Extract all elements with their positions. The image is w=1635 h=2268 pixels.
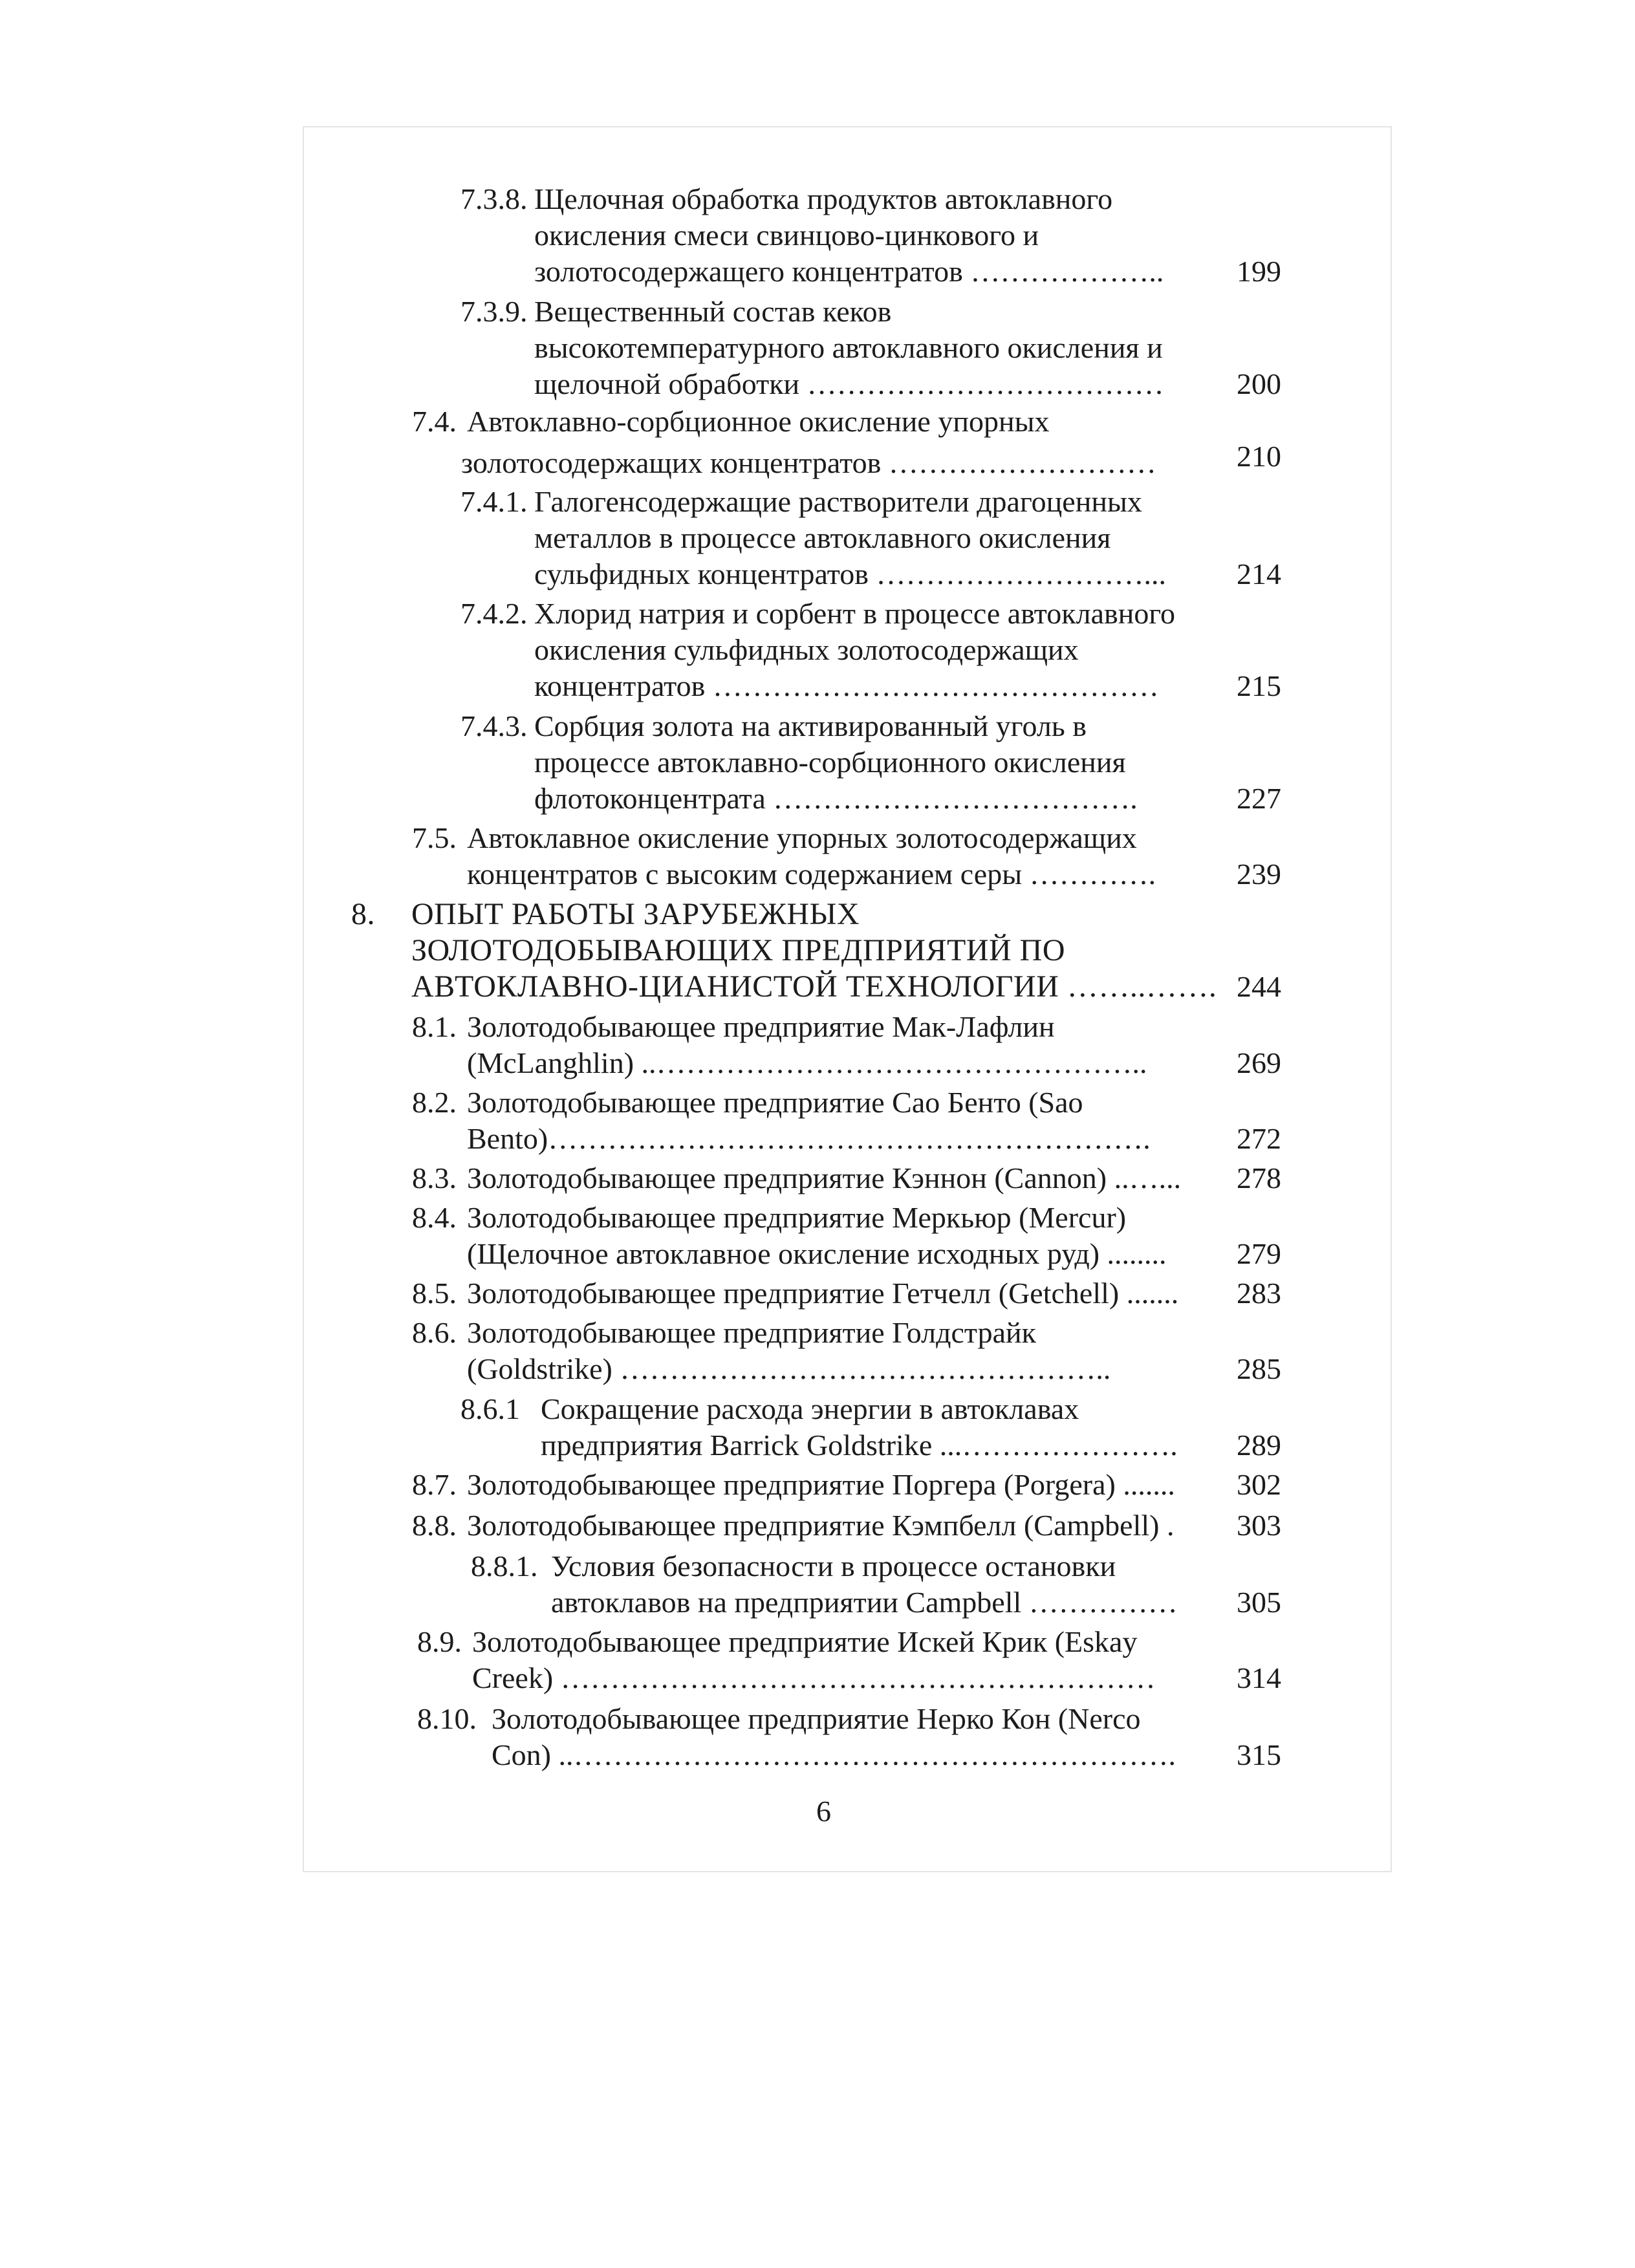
toc-entry-title-line: Сорбция золота на активированный уголь в xyxy=(534,709,1087,742)
toc-entry-title-line: Щелочная обработка продуктов автоклавного xyxy=(534,182,1113,215)
toc-entry-page: 305 xyxy=(1237,1586,1281,1619)
toc-entry-title-line: АВТОКЛАВНО-ЦИАНИСТОЙ ТЕХНОЛОГИИ ……..……. xyxy=(411,969,1217,1004)
toc-entry-title-line: (Щелочное автоклавное окисление исходных руд) ........ xyxy=(467,1237,1167,1270)
toc-entry-page: 272 xyxy=(1237,1122,1281,1155)
toc-entry-title-line: Сокращение расхода энергии в автоклавах xyxy=(541,1392,1079,1425)
toc-entry-title-line: автоклавов на предприятии Campbell …………… xyxy=(551,1586,1178,1619)
toc-entry-title-line: высокотемпературного автоклавного окисления и xyxy=(534,331,1163,364)
toc-entry-page: 315 xyxy=(1237,1738,1281,1771)
toc-entry-title-line: золотосодержащего концентратов ……………….. xyxy=(534,255,1164,288)
toc-entry-number: 7.4.1. xyxy=(460,485,528,518)
toc-entry-number: 7.4. xyxy=(412,405,457,438)
toc-entry-title-line: концентратов с высоким содержанием серы …………. xyxy=(467,858,1156,891)
toc-entry-title-line: Bento)……………………………………………………. xyxy=(467,1122,1151,1155)
toc-entry-page: 285 xyxy=(1237,1352,1281,1385)
toc-entry-page: 214 xyxy=(1237,557,1281,590)
toc-entry-title-line: процессе автоклавно-сорбционного окисления xyxy=(534,746,1126,779)
toc-entry-number: 8.3. xyxy=(412,1161,457,1194)
toc-entry-title-line: Автоклавное окисление упорных золотосодержащих xyxy=(467,821,1137,854)
toc-entry-number: 8.6. xyxy=(412,1316,457,1349)
toc-entry-number: 8.8.1. xyxy=(471,1550,538,1582)
toc-entry-page: 215 xyxy=(1237,669,1281,702)
toc-entry-title-line: Золотодобывающее предприятие Кэннон (Cannon) ..…... xyxy=(467,1161,1182,1194)
toc-entry-title-line: Вещественный состав кеков xyxy=(534,295,892,328)
toc-entry-number: 8.2. xyxy=(412,1086,457,1119)
page-number: 6 xyxy=(816,1795,831,1828)
toc-entry-number: 8.1. xyxy=(412,1010,457,1043)
toc-entry-page: 269 xyxy=(1237,1046,1281,1079)
toc-entry-title-line: Галогенсодержащие растворители драгоценных xyxy=(534,485,1142,518)
toc-entry-title-line: сульфидных концентратов ………………………... xyxy=(534,557,1166,590)
toc-entry-page: 289 xyxy=(1237,1429,1281,1462)
toc-entry-title-line: золотосодержащих концентратов ……………………… xyxy=(461,446,1156,479)
toc-entry-title-line: окисления смеси свинцово-цинкового и xyxy=(534,219,1039,252)
toc-entry-number: 7.4.2. xyxy=(460,597,528,630)
toc-entry-title-line: Золотодобывающее предприятие Поргера (Porgera) ....... xyxy=(467,1468,1175,1501)
toc-entry-title-line: ЗОЛОТОДОБЫВАЮЩИХ ПРЕДПРИЯТИЙ ПО xyxy=(411,933,1066,967)
toc-entry-title-line: Хлорид натрия и сорбент в процессе автоклавного xyxy=(534,597,1176,630)
toc-entry-title-line: окисления сульфидных золотосодержащих xyxy=(534,633,1079,666)
toc-entry-page: 279 xyxy=(1237,1237,1281,1270)
toc-entry-title-line: Золотодобывающее предприятие Сао Бенто (Sao xyxy=(467,1086,1083,1119)
toc-entry-title-line: Золотодобывающее предприятие Гетчелл (Getchell) ....... xyxy=(467,1277,1179,1310)
toc-entry-title-line: Автоклавно-сорбционное окисление упорных xyxy=(467,405,1050,438)
toc-entry-page: 227 xyxy=(1237,782,1281,815)
toc-entry-page: 200 xyxy=(1237,367,1281,400)
toc-entry-title-line: Золотодобывающее предприятие Кэмпбелл (Campbell) . xyxy=(467,1509,1175,1542)
toc-entry-title-line: Золотодобывающее предприятие Искей Крик (Eskay xyxy=(472,1625,1138,1658)
toc-entry-title-line: (McLanghlin) ..………………………………………….. xyxy=(467,1046,1147,1079)
toc-entry-number: 8.7. xyxy=(412,1468,457,1501)
toc-entry-title-line: предприятия Barrick Goldstrike ...…………………. xyxy=(541,1429,1178,1462)
toc-entry-title-line: Золотодобывающее предприятие Нерко Кон (Nerco xyxy=(492,1702,1141,1735)
toc-entry-number: 8.9. xyxy=(417,1625,462,1658)
toc-entry-title-line: Условия безопасности в процессе остановки xyxy=(551,1550,1116,1582)
toc-entry-page: 303 xyxy=(1237,1509,1281,1542)
toc-entry-number: 7.3.8. xyxy=(460,182,528,215)
toc-entry-title-line: флотоконцентрата ………………………………. xyxy=(534,782,1138,815)
toc-entry-page: 302 xyxy=(1237,1468,1281,1501)
toc-entry-number: 8. xyxy=(351,897,375,931)
toc-entry-number: 8.10. xyxy=(417,1702,477,1735)
toc-entry-page: 210 xyxy=(1237,440,1281,473)
toc-entry-number: 7.4.3. xyxy=(460,709,528,742)
toc-entry-page: 199 xyxy=(1237,255,1281,288)
scan-border-right xyxy=(1391,126,1392,1872)
toc-entry-number: 7.3.9. xyxy=(460,295,528,328)
toc-entry-number: 8.8. xyxy=(412,1509,457,1542)
toc-entry-number: 8.6.1 xyxy=(460,1392,520,1425)
toc-entry-title-line: (Goldstrike) ………………………………………….. xyxy=(467,1352,1111,1385)
toc-entry-title-line: Золотодобывающее предприятие Меркьюр (Mercur) xyxy=(467,1201,1127,1234)
toc-entry-title-line: щелочной обработки ……………………………… xyxy=(534,367,1164,400)
toc-entry-title-line: металлов в процессе автоклавного окисления xyxy=(534,521,1111,554)
toc-entry-title-line: Con) ..……………………………………………………. xyxy=(492,1738,1176,1771)
toc-entry-title-line: Creek) …………………………………………………… xyxy=(472,1661,1156,1694)
toc-entry-title-line: ОПЫТ РАБОТЫ ЗАРУБЕЖНЫХ xyxy=(411,897,860,931)
toc-entry-title-line: Золотодобывающее предприятие Голдстрайк xyxy=(467,1316,1036,1349)
toc-entry-page: 239 xyxy=(1237,858,1281,891)
toc-entry-number: 8.5. xyxy=(412,1277,457,1310)
toc-entry-page: 314 xyxy=(1237,1661,1281,1694)
scan-border-top xyxy=(304,126,1391,127)
scan-border-left xyxy=(303,126,304,1872)
toc-entry-number: 8.4. xyxy=(412,1201,457,1234)
scan-border-bottom xyxy=(304,1871,1391,1872)
toc-entry-page: 244 xyxy=(1237,970,1281,1003)
toc-entry-number: 7.5. xyxy=(412,821,457,854)
toc-entry-title-line: Золотодобывающее предприятие Мак-Лафлин xyxy=(467,1010,1055,1043)
toc-entry-page: 278 xyxy=(1237,1161,1281,1194)
toc-entry-title-line: концентратов ……………………………………… xyxy=(534,669,1159,702)
toc-entry-page: 283 xyxy=(1237,1277,1281,1310)
